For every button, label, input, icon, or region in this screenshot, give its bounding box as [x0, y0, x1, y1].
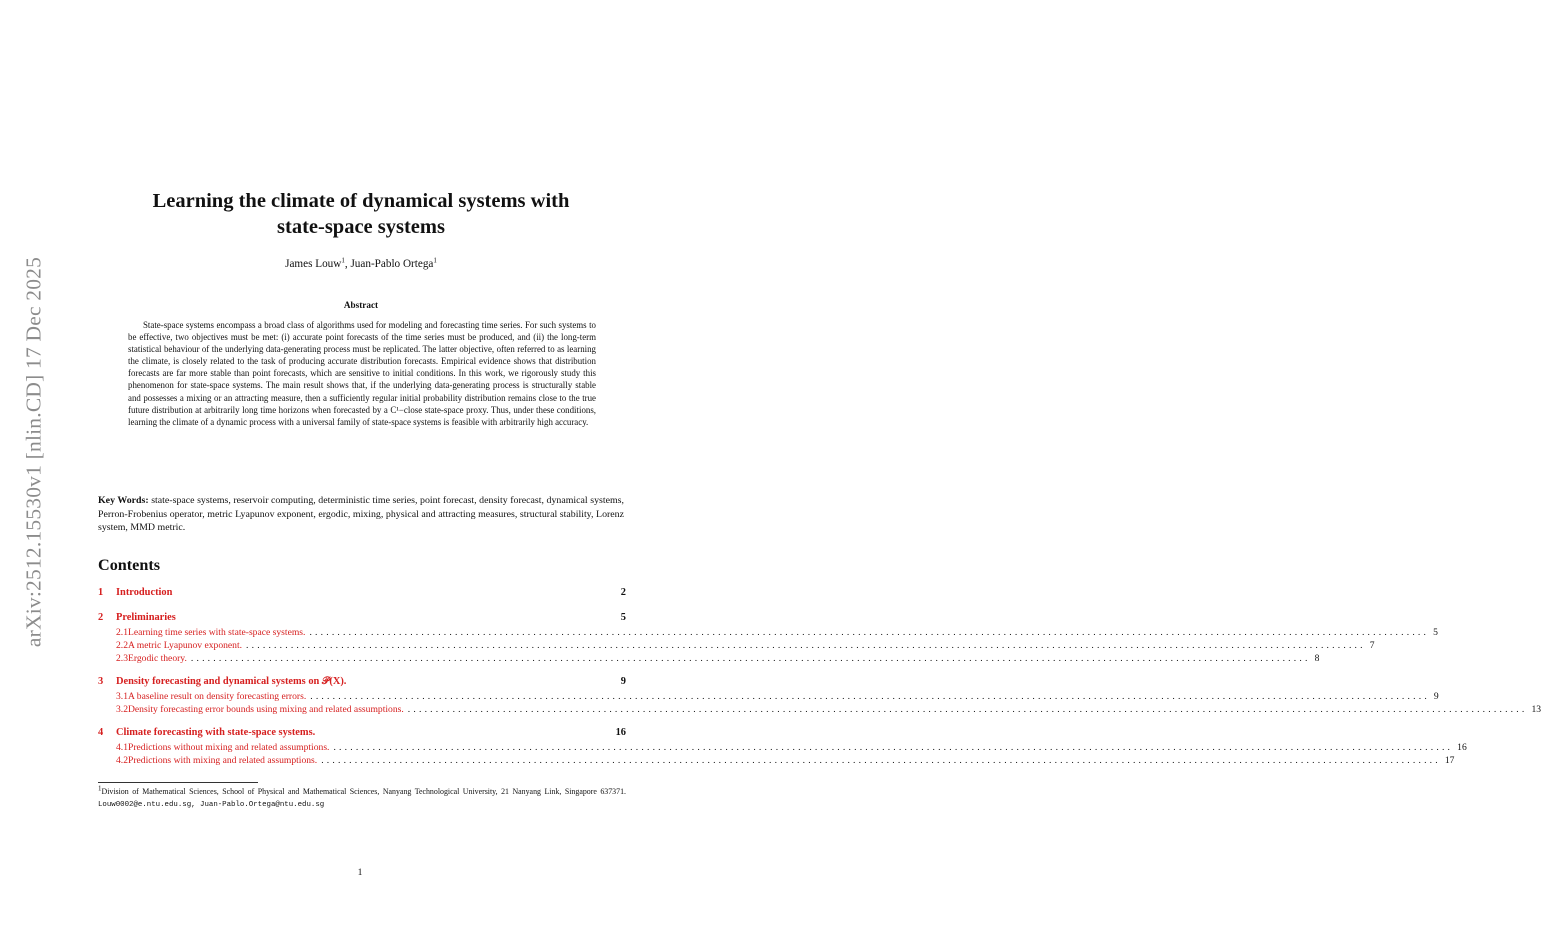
toc-dot-leader: ........................................................................................................................................................................................................ [190, 653, 1311, 664]
toc-section-number: 3 [98, 676, 104, 687]
toc-section-number: 1 [98, 587, 104, 598]
author-name: James Louw [285, 258, 342, 270]
toc-dot-leader: ........................................................................................................................................................................................................ [309, 627, 1430, 638]
toc-subsection-entry[interactable] [98, 691, 1439, 704]
toc-section-entry[interactable] [98, 727, 626, 742]
page-number: 1 [357, 867, 363, 878]
author-list [98, 258, 624, 270]
toc-subsection-number: 4.2 [116, 755, 128, 766]
toc-subsection-link[interactable]: Learning time series with state-space systems. [128, 627, 306, 638]
author-separator: , [344, 258, 351, 270]
toc-dot-leader: ........................................................................................................................................................................................................ [321, 755, 1441, 766]
toc-subsection-page: 5 [1433, 627, 1438, 638]
toc-dot-leader: ........................................................................................................................................................................................................ [333, 742, 1454, 753]
toc-section-number: 4 [98, 727, 104, 738]
toc-section-number: 2 [98, 612, 104, 623]
toc-subsection-page: 13 [1531, 704, 1541, 715]
toc-subsection-link[interactable]: Predictions without mixing and related assumptions. [128, 742, 330, 753]
toc-subsection-entry[interactable] [98, 755, 1455, 768]
toc-subsection-number: 3.2 [116, 704, 128, 715]
toc-subsection-link[interactable]: Density forecasting error bounds using mixing and related assumptions. [128, 704, 404, 715]
footnote [98, 786, 626, 811]
footnote-affiliation: Division of Mathematical Sciences, School of Physical and Mathematical Sciences, Nanyang Technological University, 21 Nanyang Link, Singapore 637371. [101, 787, 626, 796]
toc-subsection-entry[interactable] [98, 627, 1438, 640]
toc-subsection-link[interactable]: A metric Lyapunov exponent. [128, 640, 243, 651]
toc-section-page: 16 [615, 727, 626, 738]
toc-section-page: 2 [620, 587, 626, 598]
toc-subsection-page: 16 [1457, 742, 1467, 753]
toc-subsection-entry[interactable] [98, 653, 1320, 666]
toc-subsection-page: 7 [1369, 640, 1375, 651]
toc-section-link[interactable]: Climate forecasting with state-space systems. [116, 727, 316, 738]
footnote-marker: 1 [98, 784, 102, 793]
toc-subsection-number: 3.1 [116, 691, 128, 702]
toc-subsection-number: 2.2 [116, 640, 128, 651]
arxiv-identifier-text: arXiv:2512.15530v1 [nlin.CD] 17 Dec 2025 [21, 256, 46, 648]
toc-section-page: 5 [620, 612, 626, 623]
toc-subsection-link[interactable]: Ergodic theory. [128, 653, 187, 664]
footnote-emails[interactable]: Louw0002@e.ntu.edu.sg, Juan-Pablo.Ortega@ntu.edu.sg [98, 800, 325, 809]
toc-section-link[interactable]: Introduction [116, 587, 173, 598]
toc-subsection-page: 8 [1314, 653, 1320, 664]
keywords-label: Key Words: [98, 495, 149, 506]
keywords-paragraph [98, 494, 624, 535]
toc-dot-leader: ........................................................................................................................................................................................................ [407, 704, 1528, 715]
paper-title-line-2: state-space systems [277, 216, 445, 238]
abstract-heading: Abstract [343, 300, 379, 310]
table-of-contents [98, 587, 1541, 768]
toc-subsection-entry[interactable] [98, 640, 1375, 653]
toc-subsection-page: 9 [1433, 691, 1439, 702]
affiliation-marker: 1 [433, 256, 437, 265]
toc-subsection-number: 4.1 [116, 742, 128, 753]
toc-subsection-link[interactable]: Predictions with mixing and related assumptions. [128, 755, 318, 766]
author-name: Juan-Pablo Ortega [350, 258, 434, 270]
affiliation-marker: 1 [341, 256, 345, 265]
toc-section-link[interactable]: Density forecasting and dynamical systems on 𝒫(X). [116, 676, 347, 687]
footnote-rule [98, 782, 258, 783]
paper-title [98, 188, 624, 240]
toc-subsection-entry[interactable] [98, 742, 1467, 755]
toc-subsection-number: 2.3 [116, 653, 128, 664]
toc-subsection-link[interactable]: A baseline result on density forecasting errors. [128, 691, 307, 702]
toc-section-link[interactable]: Preliminaries [116, 612, 176, 623]
abstract-text: State-space systems encompass a broad class of algorithms used for modeling and forecasting time series. For such systems to be effective, two objectives must be met: (i) accurate point forecasts of the time series must be produced, and (ii) the long-term statistical behaviour of the underlying data-generating process must be replicated. The latter objective, often referred to as learning the climate, is closely related to the task of producing accurate distribution forecasts. Empirical evidence shows that distribution forecasts are far more stable than point forecasts, which are sensitive to initial conditions. In this work, we rigorously study this phenomenon for state-space systems. The main result shows that, if the underlying data-generating process is structurally stable and possesses a mixing or an attracting measure, then a sufficiently regular initial probability distribution remains close to the true future distribution at arbitrarily long time horizons when forecasted by a C¹−close state-space proxy. Thus, under these conditions, learning the climate of a dynamic process with a universal family of state-space systems is feasible with arbitrarily high accuracy. [128, 320, 596, 427]
toc-subsection-page: 17 [1444, 755, 1455, 766]
toc-dot-leader: ........................................................................................................................................................................................................ [246, 640, 1366, 651]
toc-subsection-entry[interactable] [98, 704, 1541, 717]
contents-heading: Contents [98, 556, 161, 574]
arxiv-identifier-stamp [16, 252, 52, 652]
toc-section-entry[interactable] [98, 612, 626, 627]
toc-section-page: 9 [620, 676, 626, 687]
toc-subsection-number: 2.1 [116, 627, 128, 638]
toc-section-entry[interactable] [98, 587, 626, 602]
paper-title-line-1: Learning the climate of dynamical systems with [152, 190, 570, 212]
toc-section-entry[interactable] [98, 676, 626, 691]
toc-dot-leader: ........................................................................................................................................................................................................ [310, 691, 1430, 702]
keywords-text: state-space systems, reservoir computing, deterministic time series, point forecast, density forecast, dynamical systems, Perron-Frobenius operator, metric Lyapunov exponent, ergodic, mixing, physical and attracting measures, structural stability, Lorenz system, MMD metric. [98, 495, 624, 533]
